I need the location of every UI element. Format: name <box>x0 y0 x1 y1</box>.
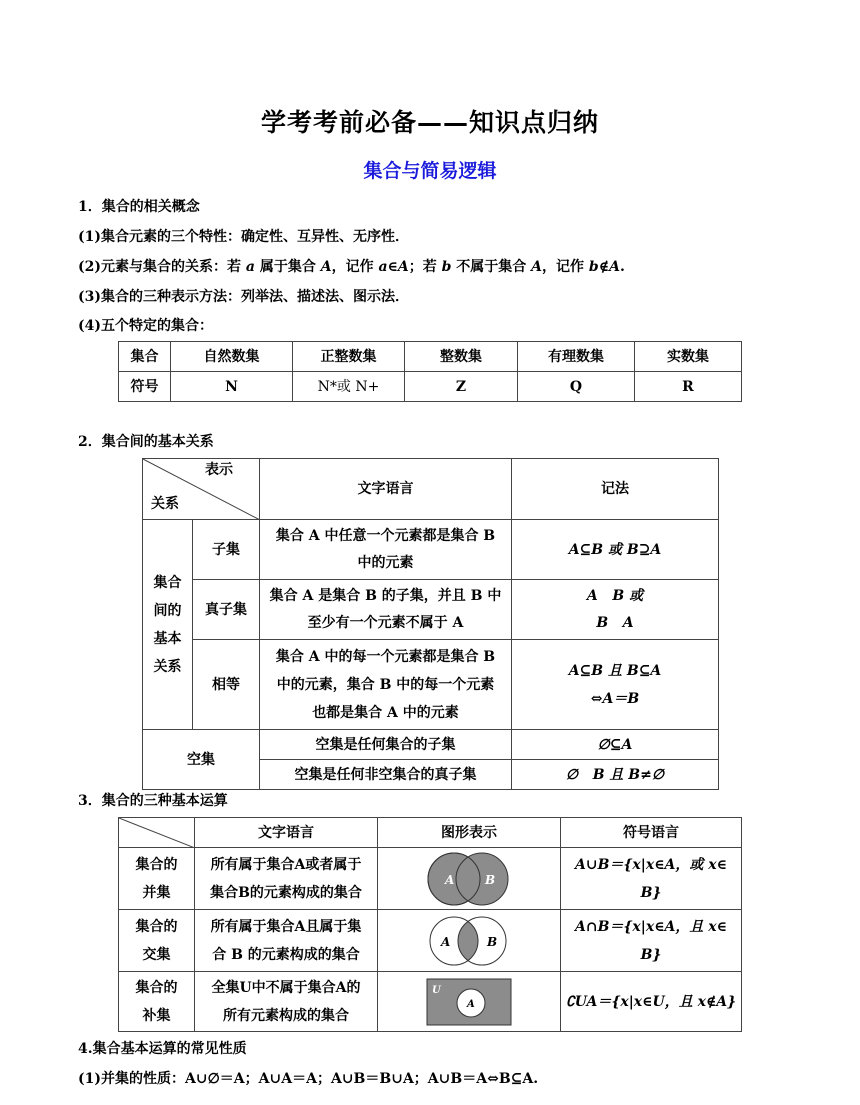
row-symbol: A∪B＝{x|x∈A，或 x∈ B} <box>561 848 742 910</box>
row-note: A B 或 B A <box>512 580 719 640</box>
set-operations-table <box>118 817 742 1032</box>
row-text: 全集U中不属于集合A的 所有元素构成的集合 <box>195 972 378 1032</box>
row-note: ∅ B 且 B≠∅ <box>512 760 719 790</box>
table-cell: 整数集 <box>405 342 518 372</box>
table-row <box>119 818 742 848</box>
complement-venn-diagram <box>419 977 519 1027</box>
row-label: 集合的 交集 <box>119 910 195 972</box>
row-text: 集合 A 中任意一个元素都是集合 B 中的元素 <box>260 520 512 580</box>
row-text: 所有属于集合A或者属于 集合B的元素构成的集合 <box>195 848 378 910</box>
section-3-heading: 3．集合的三种基本运算 <box>78 793 228 809</box>
venn-label-a: A <box>445 872 455 887</box>
table-row <box>119 848 742 910</box>
row-label: 子集 <box>193 520 260 580</box>
header-figure: 图形表示 <box>378 818 561 848</box>
table-cell: N <box>171 372 293 402</box>
table-cell: Q <box>518 372 635 402</box>
header-symbol: 符号语言 <box>561 818 742 848</box>
union-venn-diagram <box>419 851 519 907</box>
table-cell: 符号 <box>119 372 171 402</box>
table-row <box>119 972 742 1032</box>
table-row <box>143 520 719 580</box>
table-row <box>119 342 742 372</box>
diag-bottom-label: 关系 <box>151 496 179 512</box>
diag-top-label: 表示 <box>205 462 233 478</box>
row-note: A⊆B 且 B⊆A ⇔A＝B <box>512 640 719 730</box>
table-row <box>143 459 719 520</box>
table-cell: 实数集 <box>635 342 742 372</box>
page-title: 学考考前必备——知识点归纳 <box>260 108 599 137</box>
venn-label-b: B <box>485 872 496 887</box>
intersection-figure <box>378 910 561 972</box>
diagonal-line <box>119 818 195 848</box>
table-row <box>143 580 719 640</box>
s1-line-4: (4)五个特定的集合： <box>78 318 213 334</box>
table-cell: 正整数集 <box>293 342 405 372</box>
section-2-heading: 2．集合间的基本关系 <box>78 434 214 450</box>
s4-line-1: (1)并集的性质：A∪∅＝A；A∪A＝A；A∪B＝B∪A；A∪B＝A⇔B⊆A. <box>78 1071 539 1087</box>
venn-label-b: B <box>487 934 498 949</box>
header-text: 文字语言 <box>195 818 378 848</box>
s1-line-2: (2)元素与集合的关系：若 a 属于集合 A，记作 a∈A；若 b 不属于集合 A，记作 b∉A. <box>78 259 625 275</box>
table-cell: 集合 <box>119 342 171 372</box>
row-symbol: ∁UA＝{x|x∈U，且 x∉A} <box>561 972 742 1032</box>
row-text: 集合 A 中的每一个元素都是集合 B 中的元素，集合 B 中的每一个元素也都是集合 A 中的元素 <box>260 640 512 730</box>
page-subtitle: 集合与简易逻辑 <box>363 160 497 182</box>
diagonal-header-cell <box>119 818 195 848</box>
row-text: 空集是任何集合的子集 <box>260 730 512 760</box>
venn-label-u: U <box>432 984 441 996</box>
union-figure <box>378 848 561 910</box>
row-label: 集合的 补集 <box>119 972 195 1032</box>
row-label: 集合的 并集 <box>119 848 195 910</box>
table-row <box>143 730 719 760</box>
header-text: 文字语言 <box>260 459 512 520</box>
s1-line-3: (3)集合的三种表示方法：列举法、描述法、图示法． <box>78 289 409 305</box>
venn-label-a: A <box>467 998 475 1010</box>
header-note: 记法 <box>512 459 719 520</box>
section-4-heading: 4.集合基本运算的常见性质 <box>78 1041 247 1057</box>
row-symbol: A∩B＝{x|x∈A，且 x∈ B} <box>561 910 742 972</box>
row-label: 真子集 <box>193 580 260 640</box>
table-cell: N*或 N+ <box>293 372 405 402</box>
section-1-heading: 1．集合的相关概念 <box>78 199 200 215</box>
intersection-venn-diagram <box>419 913 519 969</box>
row-text: 集合 A 是集合 B 的子集，并且 B 中至少有一个元素不属于 A <box>260 580 512 640</box>
row-note: A⊆B 或 B⊇A <box>512 520 719 580</box>
table-cell: 有理数集 <box>518 342 635 372</box>
row-note: ∅⊆A <box>512 730 719 760</box>
table-row <box>119 910 742 972</box>
number-sets-table <box>118 341 742 402</box>
diagonal-header-cell <box>143 459 260 520</box>
set-relations-table <box>142 458 719 790</box>
table-cell: 自然数集 <box>171 342 293 372</box>
table-row <box>119 372 742 402</box>
table-row <box>143 640 719 730</box>
row-label: 空集 <box>143 730 260 790</box>
table-cell: R <box>635 372 742 402</box>
s1-line-1: (1)集合元素的三个特性：确定性、互异性、无序性． <box>78 229 409 245</box>
venn-label-a: A <box>441 934 451 949</box>
table-cell: Z <box>405 372 518 402</box>
row-text: 所有属于集合A且属于集 合 B 的元素构成的集合 <box>195 910 378 972</box>
complement-figure <box>378 972 561 1032</box>
row-text: 空集是任何非空集合的真子集 <box>260 760 512 790</box>
group-label: 集合间的基本关系 <box>143 520 193 730</box>
row-label: 相等 <box>193 640 260 730</box>
